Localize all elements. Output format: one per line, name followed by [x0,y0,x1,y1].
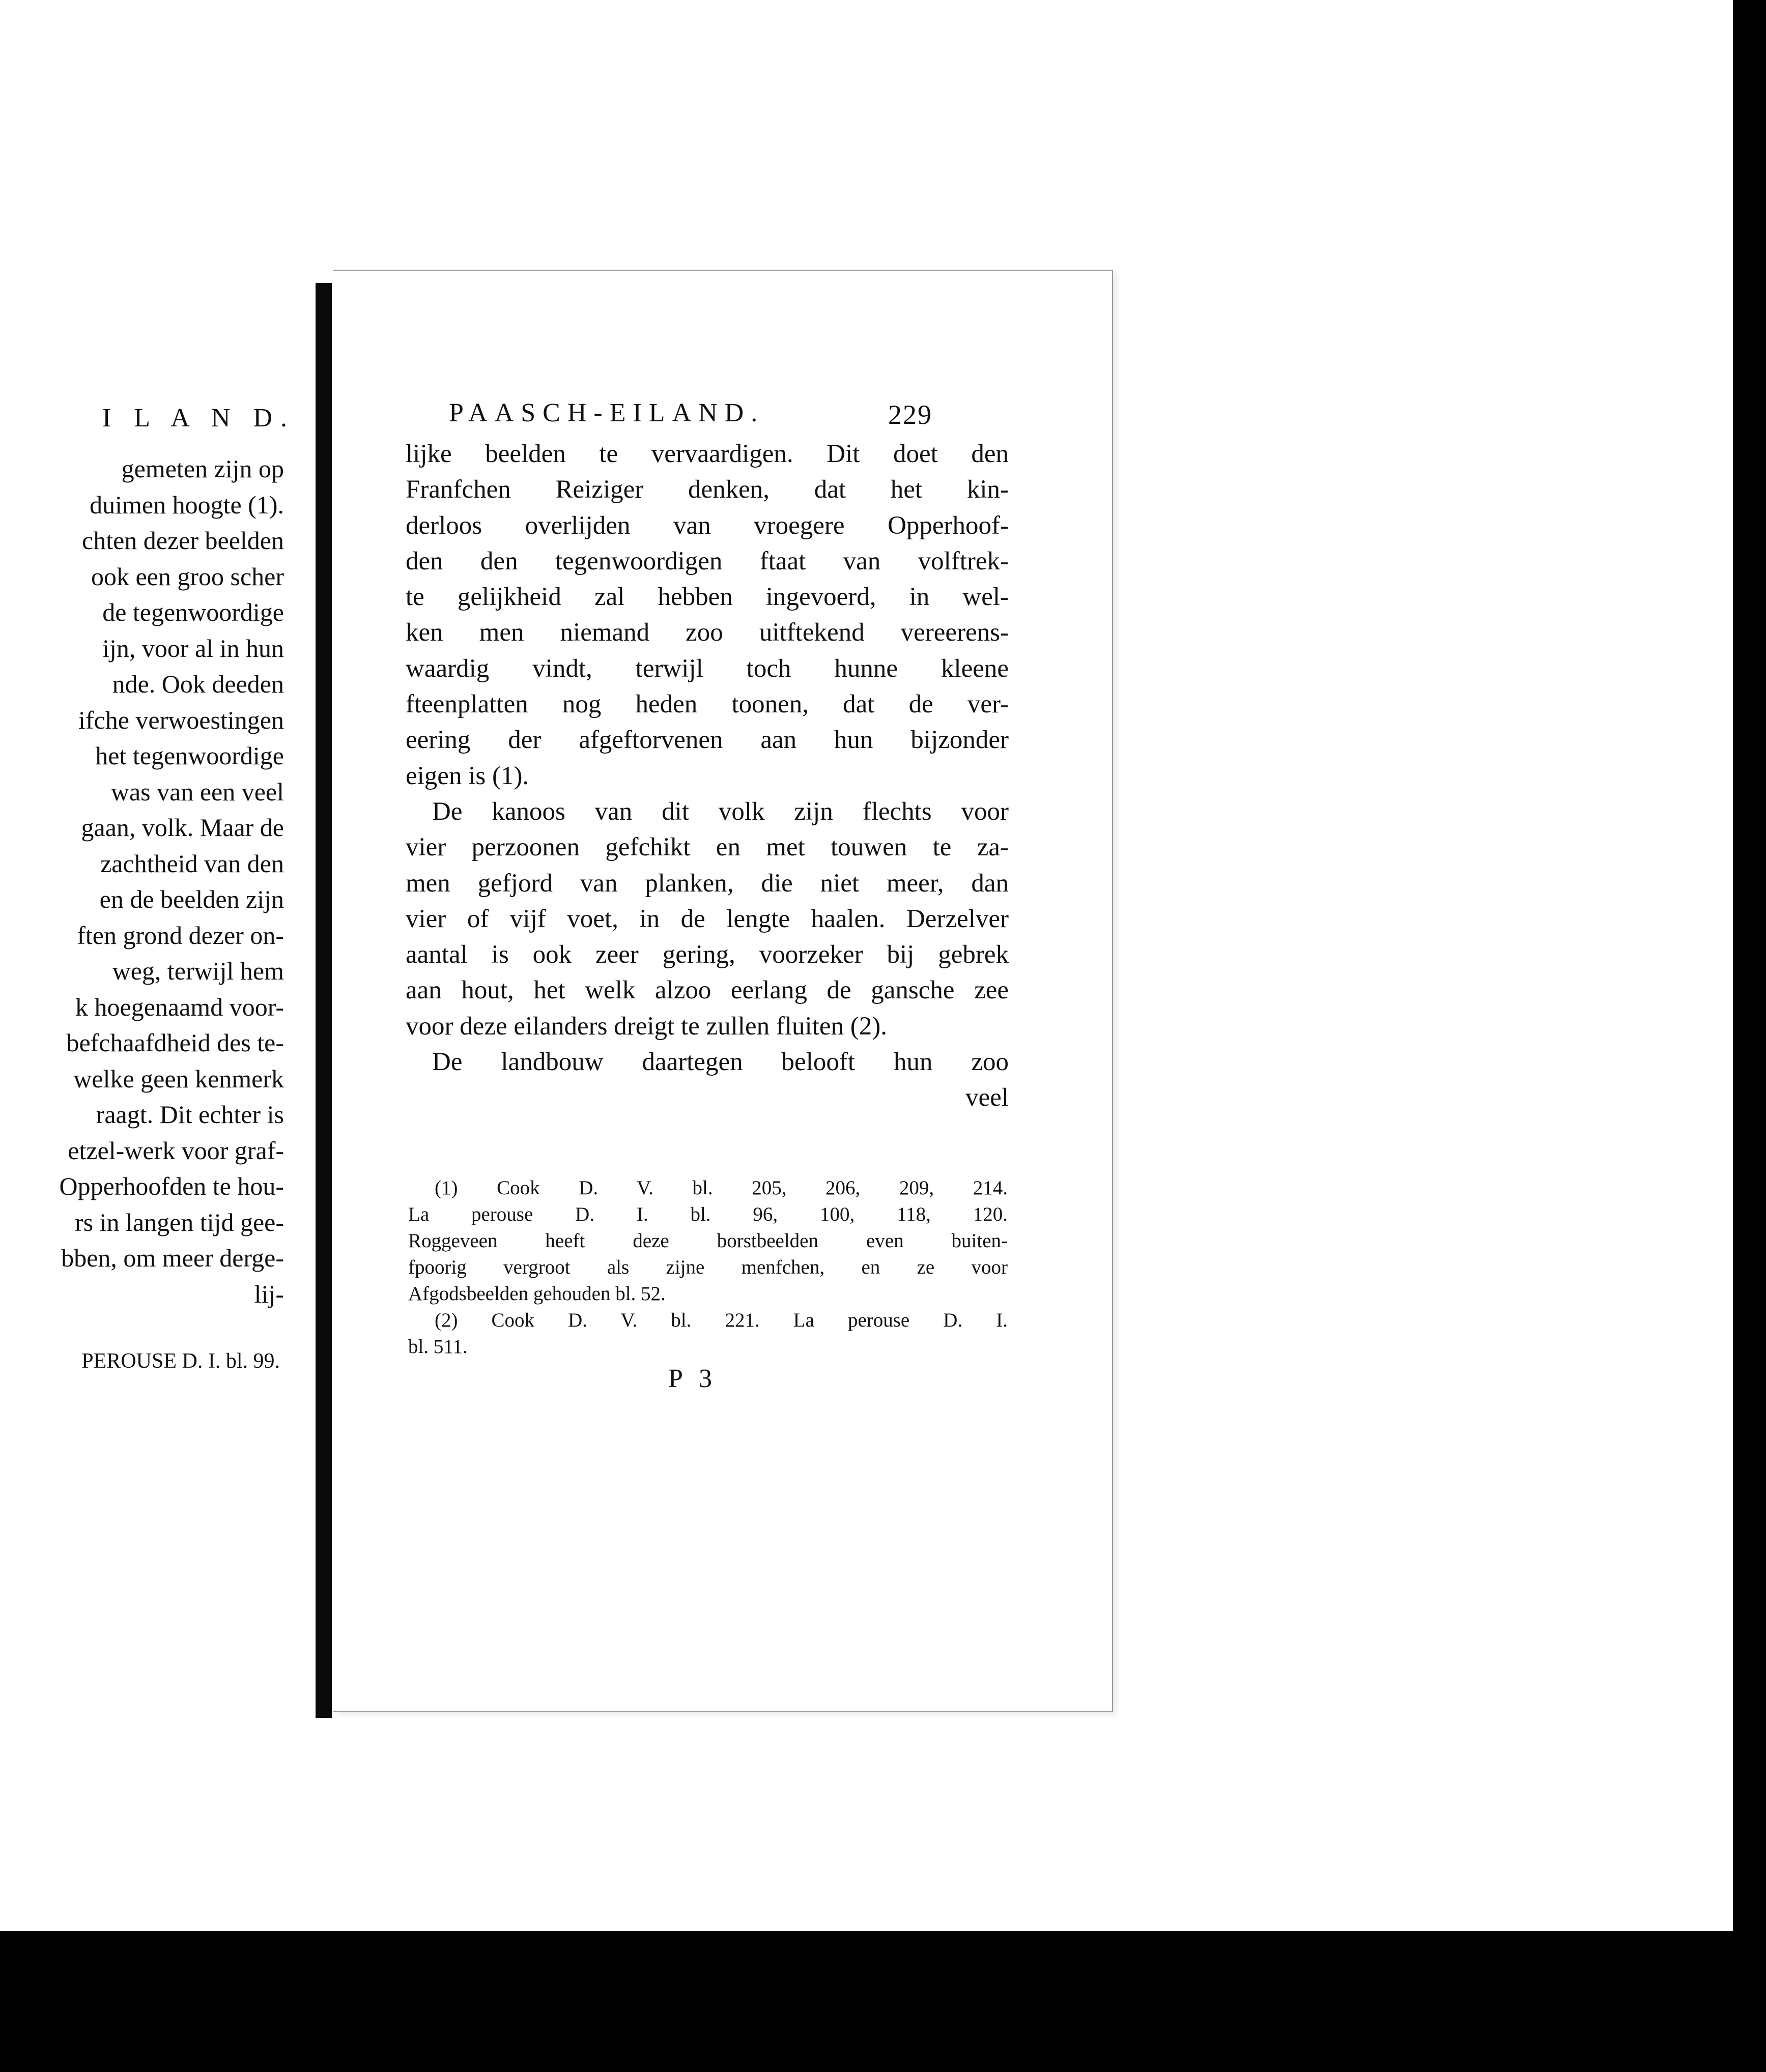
footnote-line: fpoorig vergroot als zijne menfchen, en ze voor [408,1256,1008,1278]
footnote-line: La perouse D. I. bl. 96, 100, 118, 120. [408,1203,1008,1225]
body-line: derloos overlijden van vroegere Opperhoof- [406,511,1009,540]
left-page-line: weg, terwijl hem [112,957,284,985]
left-page-line: welke geen kenmerk [73,1064,284,1093]
left-page-line: gemeten zijn op [121,454,284,483]
left-page-line: de tegenwoordige [102,598,284,626]
body-line: lijke beelden te vervaardigen. Dit doet den [406,440,1009,468]
left-page-line: chten dezer beelden [82,526,284,555]
body-line: Franfchen Reiziger denken, dat het kin- [406,475,1009,504]
left-page-line: bben, om meer derge- [61,1244,284,1272]
signature-mark: P 3 [668,1364,717,1393]
left-page-line: zachtheid van den [100,849,284,878]
body-line: aantal is ook zeer gering, voorzeker bij gebrek [406,940,1009,969]
body-line: fteenplatten nog heden toonen, dat de ver- [406,690,1009,719]
running-head: PAASCH-EILAND. [449,398,765,427]
footnote-line: bl. 511. [408,1336,468,1358]
book-gutter [316,283,332,1718]
left-page-line: was van een veel [110,777,284,806]
body-text [406,436,1009,1116]
left-page-line: het tegenwoordige [95,741,284,770]
left-page-line: rs in langen tijd gee- [75,1207,284,1236]
footnotes [408,1175,1008,1360]
left-page-line: en de beelden zijn [99,885,284,913]
left-page-line: duimen hoogte (1). [90,490,284,519]
body-line: den den tegenwoordigen ftaat van volftrek- [406,546,1009,575]
left-page-line: raagt. Dit echter is [96,1100,284,1129]
left-page-line: ifche verwoestingen [78,705,284,734]
left-page-line: etzel-werk voor graf- [68,1136,284,1165]
left-page-header: I L A N D. [102,404,295,433]
body-line: waardig vindt, terwijl toch hunne kleene [406,654,1009,683]
left-page-line: gaan, volk. Maar de [81,813,284,842]
left-page-body [59,451,284,1312]
left-page-line: Opperhoofden te hou- [59,1172,284,1200]
left-page-line: k hoegenaamd voor- [75,992,284,1021]
left-page-line: befchaafdheid des te- [66,1028,284,1057]
footnote-line: (1) Cook D. V. bl. 205, 206, 209, 214. [435,1177,1008,1199]
page-number: 229 [888,399,932,430]
footnote-line: Afgodsbeelden gehouden bl. 52. [408,1283,666,1305]
body-line: eering der afgeftorvenen aan hun bijzonder [406,726,1009,755]
right-page [333,270,1113,1712]
body-line: voor deze eilanders dreigt te zullen fluiten (2). [406,1012,887,1041]
body-line: ken men niemand zoo uitftekend vereerens- [406,618,1009,647]
body-line: men gefjord van planken, die niet meer, dan [406,869,1009,898]
footnote-line: (2) Cook D. V. bl. 221. La perouse D. I. [435,1309,1008,1331]
body-line: De kanoos van dit volk zijn flechts voor [432,797,1009,826]
body-line: vier perzoonen gefchikt en met touwen te za- [406,833,1009,862]
scan-bottom-band [0,1931,1766,2072]
body-line: te gelijkheid zal hebben ingevoerd, in wel- [406,583,1009,612]
left-page [0,283,327,1718]
body-line: De landbouw daartegen belooft hun zoo [432,1048,1009,1077]
body-line: vier of vijf voet, in de lengte haalen. Derzelver [406,904,1009,933]
footnote-line: Roggeveen heeft deze borstbeelden even buiten- [408,1230,1008,1252]
scan-edge [1733,0,1766,2072]
left-page-line: ften grond dezer on- [77,920,284,949]
body-line: veel [965,1083,1009,1112]
left-page-line: lij- [254,1279,284,1308]
body-line: eigen is (1). [406,761,529,790]
left-page-footnote: PEROUSE D. I. bl. 99. [81,1349,280,1373]
left-page-line: nde. Ook deeden [112,670,284,698]
left-page-line: ijn, voor al in hun [102,634,284,663]
left-page-line: ook een groo scher [91,562,284,591]
body-line: aan hout, het welk alzoo eerlang de gansche zee [406,976,1009,1005]
